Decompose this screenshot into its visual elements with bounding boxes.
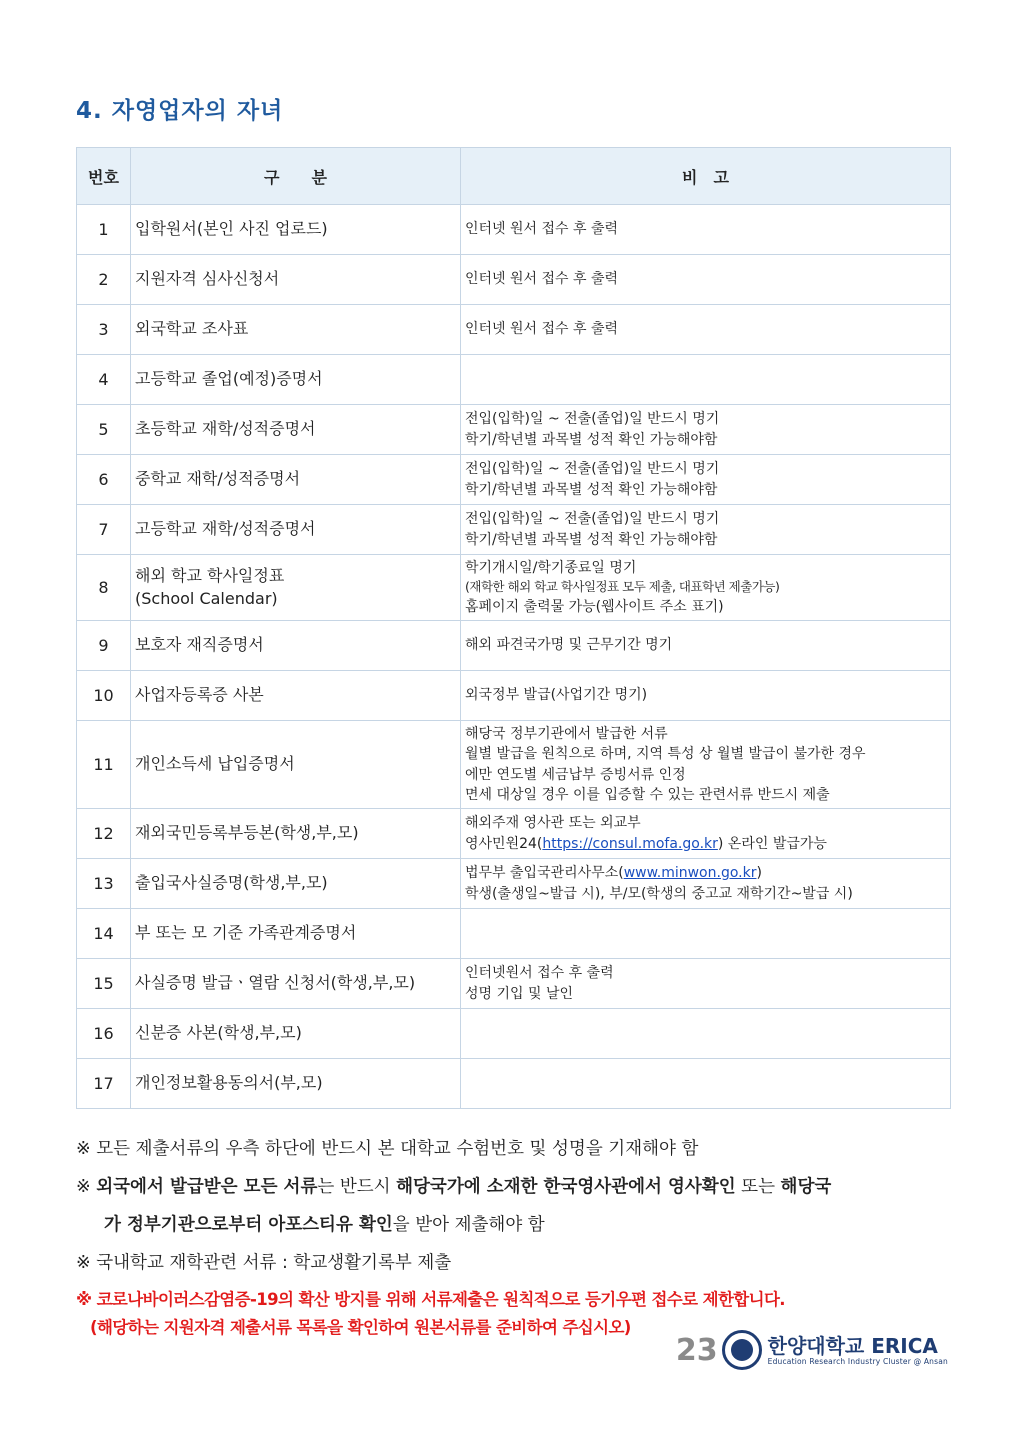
row-category <box>131 721 461 809</box>
note-text: 학생(출생일~발급 시), 부/모(학생의 중고교 재학기간~발급 시) <box>465 885 853 902</box>
table-row <box>77 455 951 505</box>
note-link-line: 영사민원24(https://consul.mofa.go.kr) 온라인 발급가능 <box>465 835 827 852</box>
row-number: 16 <box>77 1009 131 1059</box>
row-category <box>131 555 461 621</box>
note-link-line: 법무부 출입국관리사무소(www.minwon.go.kr) <box>465 865 762 882</box>
category-text: 출입국사실증명(학생,부,모) <box>135 873 328 893</box>
row-category <box>131 621 461 671</box>
table-row <box>77 255 951 305</box>
website-link[interactable]: https://consul.mofa.go.kr <box>542 835 718 852</box>
table-row <box>77 809 951 859</box>
university-seal-icon <box>722 1330 762 1370</box>
row-category <box>131 205 461 255</box>
row-category <box>131 809 461 859</box>
table-row <box>77 1059 951 1109</box>
row-number: 5 <box>77 405 131 455</box>
row-category <box>131 909 461 959</box>
university-logo <box>768 1335 948 1366</box>
row-number: 2 <box>77 255 131 305</box>
note-text: 인터넷 원서 접수 후 출력 <box>465 321 619 338</box>
notices <box>76 1130 956 1342</box>
table-row <box>77 909 951 959</box>
row-number: 17 <box>77 1059 131 1109</box>
category-text: 부 또는 모 기준 가족관계증명서 <box>135 923 357 943</box>
table-row <box>77 1009 951 1059</box>
row-notes <box>461 621 951 671</box>
table-row <box>77 405 951 455</box>
row-notes <box>461 1009 951 1059</box>
notice-signature: ※ 모든 제출서류의 우측 하단에 반드시 본 대학교 수험번호 및 성명을 기재해야 함 <box>76 1139 699 1159</box>
note-text: 학기/학년별 과목별 성적 확인 가능해야함 <box>465 531 718 548</box>
table-row <box>77 671 951 721</box>
note-text: 에만 연도별 세금납부 증빙서류 인정 <box>465 766 686 783</box>
note-text: 학기개시일/학기종료일 명기 <box>465 560 637 577</box>
row-notes <box>461 455 951 505</box>
notice-domestic: ※ 국내학교 재학관련 서류 : 학교생활기록부 제출 <box>76 1253 452 1273</box>
table-row <box>77 859 951 909</box>
category-text: 사업자등록증 사본 <box>135 685 264 705</box>
note-text: 인터넷 원서 접수 후 출력 <box>465 221 619 238</box>
row-category <box>131 859 461 909</box>
row-notes <box>461 809 951 859</box>
note-text: 학기/학년별 과목별 성적 확인 가능해야함 <box>465 481 718 498</box>
note-text: 성명 기입 및 날인 <box>465 985 574 1002</box>
note-text: 인터넷 원서 접수 후 출력 <box>465 271 619 288</box>
row-number: 7 <box>77 505 131 555</box>
row-number: 11 <box>77 721 131 809</box>
row-notes <box>461 555 951 621</box>
table-row <box>77 355 951 405</box>
category-text: 고등학교 재학/성적증명서 <box>135 519 316 539</box>
row-number: 9 <box>77 621 131 671</box>
header-number: 번호 <box>77 148 131 205</box>
category-text: 보호자 재직증명서 <box>135 635 264 655</box>
note-text: 인터넷원서 접수 후 출력 <box>465 965 614 982</box>
header-notes: 비 고 <box>461 148 951 205</box>
category-text: 지원자격 심사신청서 <box>135 269 280 289</box>
documents-table <box>76 147 951 1109</box>
row-category <box>131 959 461 1009</box>
row-category <box>131 455 461 505</box>
row-number: 12 <box>77 809 131 859</box>
covid-notice-line: ※ 코로나바이러스감염증-19의 확산 방지를 위해 서류제출은 원칙적으로 등기우편 접수로 제한합니다. <box>76 1290 785 1309</box>
table-row <box>77 505 951 555</box>
row-notes <box>461 505 951 555</box>
table-row <box>77 205 951 255</box>
row-category <box>131 405 461 455</box>
table-row <box>77 305 951 355</box>
category-text: 중학교 재학/성적증명서 <box>135 469 301 489</box>
row-category <box>131 305 461 355</box>
row-category <box>131 1009 461 1059</box>
table-header-row <box>77 148 951 205</box>
row-notes <box>461 305 951 355</box>
row-notes <box>461 909 951 959</box>
category-text: 초등학교 재학/성적증명서 <box>135 419 316 439</box>
row-number: 1 <box>77 205 131 255</box>
row-notes <box>461 721 951 809</box>
brand-name: 한양대학교 ERICA <box>767 1333 938 1358</box>
note-text: (재학한 해외 학교 학사일정표 모두 제출, 대표학년 제출가능) <box>465 579 780 595</box>
covid-notice-sub: (해당하는 지원자격 제출서류 목록을 확인하여 원본서류를 준비하여 주십시오) <box>90 1318 631 1337</box>
row-number: 14 <box>77 909 131 959</box>
header-category: 구 분 <box>131 148 461 205</box>
row-number: 10 <box>77 671 131 721</box>
page-number: 23 <box>675 1332 718 1368</box>
row-number: 4 <box>77 355 131 405</box>
category-text: 신분증 사본(학생,부,모) <box>135 1023 302 1043</box>
note-text: 해외 파견국가명 및 근무기간 명기 <box>465 637 673 654</box>
table-row <box>77 621 951 671</box>
note-text: 전입(입학)일 ~ 전출(졸업)일 반드시 명기 <box>465 511 720 528</box>
row-notes <box>461 405 951 455</box>
note-text: 전입(입학)일 ~ 전출(졸업)일 반드시 명기 <box>465 461 720 478</box>
note-text: 외국정부 발급(사업기간 명기) <box>465 687 648 704</box>
table-row <box>77 959 951 1009</box>
category-text: 재외국민등록부등본(학생,부,모) <box>135 823 359 843</box>
note-text: 학기/학년별 과목별 성적 확인 가능해야함 <box>465 431 718 448</box>
note-text: 전입(입학)일 ~ 전출(졸업)일 반드시 명기 <box>465 411 720 428</box>
row-notes <box>461 959 951 1009</box>
category-text: 외국학교 조사표 <box>135 319 249 339</box>
brand-sub: Education Research Industry Cluster @ Ansan <box>767 1356 948 1366</box>
note-text: 월별 발급을 원칙으로 하며, 지역 특성 상 월별 발급이 불가한 경우 <box>465 746 866 763</box>
row-notes <box>461 1059 951 1109</box>
table-row <box>77 721 951 809</box>
table-row <box>77 555 951 621</box>
notice-apostille: 가 정부기관으로부터 아포스티유 확인을 받아 제출해야 함 <box>104 1215 545 1235</box>
footer <box>676 1330 948 1370</box>
category-text: (School Calendar) <box>135 588 278 608</box>
row-notes <box>461 255 951 305</box>
row-category <box>131 671 461 721</box>
category-text: 개인소득세 납입증명서 <box>135 754 295 774</box>
row-notes <box>461 355 951 405</box>
page-title: 4. 자영업자의 자녀 <box>76 98 284 124</box>
row-number: 6 <box>77 455 131 505</box>
row-category <box>131 355 461 405</box>
website-link[interactable]: www.minwon.go.kr <box>623 865 757 882</box>
category-text: 해외 학교 학사일정표 <box>135 566 285 586</box>
category-text: 입학원서(본인 사진 업로드) <box>135 219 328 239</box>
row-number: 8 <box>77 555 131 621</box>
row-number: 15 <box>77 959 131 1009</box>
row-notes <box>461 205 951 255</box>
category-text: 사실증명 발급ㆍ열람 신청서(학생,부,모) <box>135 973 416 993</box>
row-number: 3 <box>77 305 131 355</box>
notice-consular: ※ 외국에서 발급받은 모든 서류는 반드시 해당국가에 소재한 한국영사관에서 영사확인 또는 해당국 <box>76 1177 832 1197</box>
note-text: 홈페이지 출력물 가능(웹사이트 주소 표기) <box>465 598 724 615</box>
row-notes <box>461 671 951 721</box>
category-text: 고등학교 졸업(예정)증명서 <box>135 369 323 389</box>
row-category <box>131 255 461 305</box>
category-text: 개인정보활용동의서(부,모) <box>135 1073 323 1093</box>
row-category <box>131 505 461 555</box>
note-text: 해외주재 영사관 또는 외교부 <box>465 815 641 832</box>
note-text: 해당국 정부기관에서 발급한 서류 <box>465 725 668 742</box>
row-notes <box>461 859 951 909</box>
row-category <box>131 1059 461 1109</box>
row-number: 13 <box>77 859 131 909</box>
note-text: 면세 대상일 경우 이를 입증할 수 있는 관련서류 반드시 제출 <box>465 786 830 803</box>
